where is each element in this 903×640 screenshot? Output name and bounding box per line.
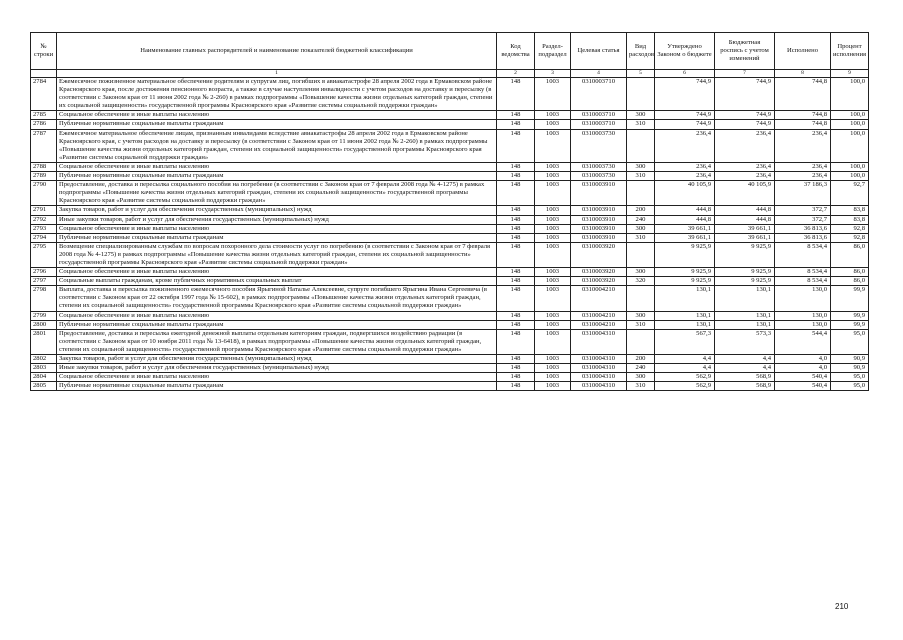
- header-percent: Процент исполнения: [831, 33, 869, 70]
- ministry-code: 148: [497, 268, 535, 277]
- target-item: 0310003910: [571, 224, 627, 233]
- budget-list-value: 744,9: [715, 111, 775, 120]
- percent-value: 100,0: [831, 120, 869, 129]
- section-code: 1003: [535, 373, 571, 382]
- budget-list-value: 236,4: [715, 172, 775, 181]
- row-name: Социальное обеспечение и иные выплаты населению: [57, 224, 497, 233]
- budget-list-value: 568,9: [715, 373, 775, 382]
- budget-list-value: 9 925,9: [715, 277, 775, 286]
- table-row: [31, 111, 869, 120]
- percent-value: 83,8: [831, 215, 869, 224]
- colnum: 4: [571, 70, 627, 78]
- executed-value: 37 186,3: [775, 181, 831, 206]
- colnum: 8: [775, 70, 831, 78]
- budget-list-value: 444,8: [715, 215, 775, 224]
- row-number: 2794: [31, 233, 57, 242]
- row-number: 2787: [31, 129, 57, 162]
- ministry-code: 148: [497, 311, 535, 320]
- table-row: [31, 311, 869, 320]
- section-code: 1003: [535, 364, 571, 373]
- budget-table: [30, 32, 869, 391]
- table-row: [31, 162, 869, 171]
- table-row: [31, 172, 869, 181]
- row-number: 2802: [31, 355, 57, 364]
- budget-list-value: 236,4: [715, 162, 775, 171]
- table-row: [31, 355, 869, 364]
- target-item: 0310003910: [571, 215, 627, 224]
- target-item: 0310003910: [571, 233, 627, 242]
- header-executed: Исполнено: [775, 33, 831, 70]
- percent-value: 92,8: [831, 224, 869, 233]
- header-section: Раздел-подраздел: [535, 33, 571, 70]
- target-item: 0310003710: [571, 120, 627, 129]
- target-item: 0310003920: [571, 277, 627, 286]
- percent-value: 100,0: [831, 172, 869, 181]
- executed-value: 130,0: [775, 286, 831, 311]
- table-row: [31, 329, 869, 354]
- expense-type: [627, 329, 655, 354]
- ministry-code: 148: [497, 172, 535, 181]
- row-number: 2797: [31, 277, 57, 286]
- section-code: 1003: [535, 129, 571, 162]
- expense-type: 300: [627, 311, 655, 320]
- percent-value: 100,0: [831, 129, 869, 162]
- percent-value: 95,0: [831, 329, 869, 354]
- ministry-code: 148: [497, 162, 535, 171]
- row-number: 2793: [31, 224, 57, 233]
- ministry-code: 148: [497, 277, 535, 286]
- target-item: 0310004210: [571, 320, 627, 329]
- approved-value: 562,9: [655, 382, 715, 391]
- approved-value: 39 661,1: [655, 224, 715, 233]
- row-name: Публичные нормативные социальные выплаты гражданам: [57, 120, 497, 129]
- executed-value: 8 534,4: [775, 277, 831, 286]
- budget-list-value: 568,9: [715, 382, 775, 391]
- target-item: 0310003730: [571, 162, 627, 171]
- row-name: Возмещение специализированным службам по вопросам похоронного дела стоимости услуг по погребению (в соответствии с Законом края от 7 февраля 2008 года № 4-1275) в рамках подпрограммы «Повышение качества жизни отдельных категорий граждан, степени их социальной защищенности» государственной программы Красноярского края «Развитие системы социальной поддержки граждан»: [57, 242, 497, 267]
- percent-value: 86,0: [831, 277, 869, 286]
- percent-value: 99,9: [831, 311, 869, 320]
- colnum: 1: [57, 70, 497, 78]
- expense-type: 240: [627, 364, 655, 373]
- executed-value: 8 534,4: [775, 268, 831, 277]
- section-code: 1003: [535, 355, 571, 364]
- ministry-code: 148: [497, 329, 535, 354]
- executed-value: 540,4: [775, 373, 831, 382]
- header-approved: Утверждено Законом о бюджете: [655, 33, 715, 70]
- row-number: 2785: [31, 111, 57, 120]
- expense-type: [627, 181, 655, 206]
- table-row: [31, 286, 869, 311]
- expense-type: [627, 78, 655, 111]
- ministry-code: 148: [497, 78, 535, 111]
- section-code: 1003: [535, 206, 571, 215]
- row-name: Закупка товаров, работ и услуг для обеспечения государственных (муниципальных) нужд: [57, 355, 497, 364]
- row-name: Закупка товаров, работ и услуг для обеспечения государственных (муниципальных) нужд: [57, 206, 497, 215]
- expense-type: [627, 286, 655, 311]
- percent-value: 100,0: [831, 162, 869, 171]
- ministry-code: 148: [497, 215, 535, 224]
- percent-value: 83,8: [831, 206, 869, 215]
- row-number: 2805: [31, 382, 57, 391]
- percent-value: 86,0: [831, 268, 869, 277]
- colnum: 3: [535, 70, 571, 78]
- ministry-code: 148: [497, 181, 535, 206]
- row-number: 2803: [31, 364, 57, 373]
- target-item: 0310004310: [571, 329, 627, 354]
- percent-value: 92,8: [831, 233, 869, 242]
- expense-type: 310: [627, 172, 655, 181]
- row-number: 2796: [31, 268, 57, 277]
- section-code: 1003: [535, 382, 571, 391]
- row-name: Социальное обеспечение и иные выплаты населению: [57, 268, 497, 277]
- ministry-code: 148: [497, 206, 535, 215]
- row-name: Социальное обеспечение и иные выплаты населению: [57, 111, 497, 120]
- executed-value: 236,4: [775, 172, 831, 181]
- budget-list-value: 39 661,1: [715, 224, 775, 233]
- column-number-row: [31, 70, 869, 78]
- executed-value: 236,4: [775, 129, 831, 162]
- approved-value: 40 105,9: [655, 181, 715, 206]
- target-item: 0310004310: [571, 355, 627, 364]
- approved-value: 744,9: [655, 111, 715, 120]
- percent-value: 86,0: [831, 242, 869, 267]
- section-code: 1003: [535, 162, 571, 171]
- table-header-row: [31, 33, 869, 70]
- section-code: 1003: [535, 215, 571, 224]
- row-number: 2792: [31, 215, 57, 224]
- row-name: Выплата, доставка и пересылка пожизненного ежемесячного пособия Ярыгиной Наталье Алексеевне, супруге погибшего Ярыгина Ивана Сергеевича (в соответствии с Законом края от 22 октября 1997 года № 15-602), в рамках подпрограммы «Повышение качества жизни отдельных категорий граждан, степени их социальной защищенности» государственной программы Красноярского края «Развитие системы социальной поддержки граждан»: [57, 286, 497, 311]
- section-code: 1003: [535, 111, 571, 120]
- row-number: 2790: [31, 181, 57, 206]
- expense-type: 240: [627, 215, 655, 224]
- colnum: 6: [655, 70, 715, 78]
- ministry-code: 148: [497, 120, 535, 129]
- expense-type: 310: [627, 382, 655, 391]
- target-item: 0310003730: [571, 172, 627, 181]
- target-item: 0310004310: [571, 373, 627, 382]
- table-row: [31, 373, 869, 382]
- ministry-code: 148: [497, 129, 535, 162]
- executed-value: 236,4: [775, 162, 831, 171]
- budget-list-value: 236,4: [715, 129, 775, 162]
- section-code: 1003: [535, 286, 571, 311]
- row-name: Ежемесячное пожизненное материальное обеспечение родителям и супругам лиц, погибших в авиакатастрофе 28 апреля 2002 года в Ермаковском районе Красноярского края, после достижения пенсионного возраста, а также в случае наступления инвалидности с учетом расходов на доставку и пересылку (в соответствии с Законом края от 11 июня 2002 года № 2-260) в рамках подпрограммы «Повышение качества жизни отдельных категорий граждан, степени их социальной защищенности» государственной программы Красноярского края «Развитие системы социальной поддержки граждан»: [57, 78, 497, 111]
- row-name: Предоставление, доставка и пересылка социального пособия на погребение (в соответствии с Законом края от 7 февраля 2008 года № 4-1275) в рамках подпрограммы «Повышение качества жизни отдельных категорий граждан, степени их социальной защищенности» государственной программы Красноярского края «Развитие системы социальной поддержки граждан»: [57, 181, 497, 206]
- row-number: 2801: [31, 329, 57, 354]
- approved-value: 236,4: [655, 162, 715, 171]
- ministry-code: 148: [497, 224, 535, 233]
- table-row: [31, 268, 869, 277]
- ministry-code: 148: [497, 373, 535, 382]
- row-number: 2795: [31, 242, 57, 267]
- ministry-code: 148: [497, 382, 535, 391]
- table-row: [31, 181, 869, 206]
- percent-value: 90,9: [831, 364, 869, 373]
- budget-list-value: 4,4: [715, 364, 775, 373]
- budget-list-value: 744,9: [715, 120, 775, 129]
- expense-type: [627, 242, 655, 267]
- executed-value: 8 534,4: [775, 242, 831, 267]
- table-row: [31, 382, 869, 391]
- budget-list-value: 130,1: [715, 286, 775, 311]
- colnum: 2: [497, 70, 535, 78]
- row-name: Публичные нормативные социальные выплаты гражданам: [57, 172, 497, 181]
- executed-value: 744,8: [775, 78, 831, 111]
- executed-value: 372,7: [775, 215, 831, 224]
- row-name: Публичные нормативные социальные выплаты гражданам: [57, 320, 497, 329]
- budget-list-value: 9 925,9: [715, 268, 775, 277]
- table-row: [31, 224, 869, 233]
- table-row: [31, 129, 869, 162]
- percent-value: 100,0: [831, 111, 869, 120]
- expense-type: 300: [627, 111, 655, 120]
- row-number: 2789: [31, 172, 57, 181]
- header-ministry-code: Код ведомства: [497, 33, 535, 70]
- table-body: [31, 78, 869, 391]
- approved-value: 9 925,9: [655, 242, 715, 267]
- budget-list-value: 130,1: [715, 320, 775, 329]
- section-code: 1003: [535, 329, 571, 354]
- expense-type: 320: [627, 277, 655, 286]
- section-code: 1003: [535, 181, 571, 206]
- row-number: 2786: [31, 120, 57, 129]
- section-code: 1003: [535, 320, 571, 329]
- budget-list-value: 130,1: [715, 311, 775, 320]
- executed-value: 744,8: [775, 120, 831, 129]
- executed-value: 130,0: [775, 311, 831, 320]
- budget-list-value: 4,4: [715, 355, 775, 364]
- approved-value: 236,4: [655, 129, 715, 162]
- header-row-no: № строки: [31, 33, 57, 70]
- executed-value: 540,4: [775, 382, 831, 391]
- target-item: 0310004210: [571, 286, 627, 311]
- expense-type: 300: [627, 224, 655, 233]
- row-name: Социальное обеспечение и иные выплаты населению: [57, 311, 497, 320]
- ministry-code: 148: [497, 286, 535, 311]
- section-code: 1003: [535, 242, 571, 267]
- expense-type: 300: [627, 268, 655, 277]
- header-target-item: Целевая статья: [571, 33, 627, 70]
- expense-type: [627, 129, 655, 162]
- table-row: [31, 78, 869, 111]
- percent-value: 95,0: [831, 373, 869, 382]
- approved-value: 236,4: [655, 172, 715, 181]
- budget-list-value: 9 925,9: [715, 242, 775, 267]
- approved-value: 39 661,1: [655, 233, 715, 242]
- target-item: 0310003910: [571, 206, 627, 215]
- expense-type: 310: [627, 120, 655, 129]
- budget-list-value: 40 105,9: [715, 181, 775, 206]
- table-row: [31, 206, 869, 215]
- approved-value: 562,9: [655, 373, 715, 382]
- percent-value: 100,0: [831, 78, 869, 111]
- approved-value: 130,1: [655, 320, 715, 329]
- executed-value: 4,0: [775, 355, 831, 364]
- percent-value: 99,9: [831, 320, 869, 329]
- colnum: [31, 70, 57, 78]
- row-name: Социальное обеспечение и иные выплаты населению: [57, 373, 497, 382]
- table-row: [31, 120, 869, 129]
- target-item: 0310003920: [571, 242, 627, 267]
- ministry-code: 148: [497, 233, 535, 242]
- table-row: [31, 364, 869, 373]
- executed-value: 4,0: [775, 364, 831, 373]
- colnum: 9: [831, 70, 869, 78]
- table-row: [31, 242, 869, 267]
- expense-type: 300: [627, 373, 655, 382]
- row-name: Иные закупки товаров, работ и услуг для обеспечения государственных (муниципальных) нужд: [57, 215, 497, 224]
- section-code: 1003: [535, 120, 571, 129]
- ministry-code: 148: [497, 242, 535, 267]
- section-code: 1003: [535, 78, 571, 111]
- header-budget-list: Бюджетная роспись с учетом изменений: [715, 33, 775, 70]
- colnum: 5: [627, 70, 655, 78]
- target-item: 0310003710: [571, 111, 627, 120]
- expense-type: 310: [627, 320, 655, 329]
- ministry-code: 148: [497, 320, 535, 329]
- row-number: 2799: [31, 311, 57, 320]
- colnum: 7: [715, 70, 775, 78]
- row-number: 2791: [31, 206, 57, 215]
- budget-list-value: 444,8: [715, 206, 775, 215]
- expense-type: 200: [627, 206, 655, 215]
- section-code: 1003: [535, 233, 571, 242]
- row-name: Публичные нормативные социальные выплаты гражданам: [57, 233, 497, 242]
- budget-list-value: 39 661,1: [715, 233, 775, 242]
- expense-type: 200: [627, 355, 655, 364]
- budget-table-sheet: [30, 32, 868, 391]
- approved-value: 9 925,9: [655, 277, 715, 286]
- executed-value: 544,4: [775, 329, 831, 354]
- target-item: 0310004210: [571, 311, 627, 320]
- table-row: [31, 233, 869, 242]
- percent-value: 95,0: [831, 382, 869, 391]
- table-row: [31, 320, 869, 329]
- target-item: 0310003920: [571, 268, 627, 277]
- executed-value: 36 813,6: [775, 233, 831, 242]
- row-name: Иные закупки товаров, работ и услуг для обеспечения государственных (муниципальных) нужд: [57, 364, 497, 373]
- approved-value: 567,3: [655, 329, 715, 354]
- row-number: 2784: [31, 78, 57, 111]
- executed-value: 36 813,6: [775, 224, 831, 233]
- ministry-code: 148: [497, 355, 535, 364]
- approved-value: 130,1: [655, 286, 715, 311]
- approved-value: 4,4: [655, 355, 715, 364]
- expense-type: 310: [627, 233, 655, 242]
- executed-value: 372,7: [775, 206, 831, 215]
- section-code: 1003: [535, 277, 571, 286]
- approved-value: 744,9: [655, 120, 715, 129]
- row-name: Социальные выплаты гражданам, кроме публичных нормативных социальных выплат: [57, 277, 497, 286]
- row-name: Ежемесячное материальное обеспечение лицам, признанным инвалидами вследствие авиакатастрофы 28 апреля 2002 года в Ермаковском районе Красноярского края, с учетом расходов на доставку и пересылку (в соответствии с Законом края от 11 июня 2002 года № 2-260) в рамках подпрограммы «Повышение качества жизни отдельных категорий граждан, степени их социальной защищенности» государственной программы Красноярского края «Развитие системы социальной поддержки граждан»: [57, 129, 497, 162]
- row-number: 2800: [31, 320, 57, 329]
- approved-value: 444,8: [655, 206, 715, 215]
- executed-value: 130,0: [775, 320, 831, 329]
- target-item: 0310004310: [571, 382, 627, 391]
- percent-value: 92,7: [831, 181, 869, 206]
- approved-value: 9 925,9: [655, 268, 715, 277]
- table-row: [31, 215, 869, 224]
- target-item: 0310003710: [571, 78, 627, 111]
- row-name: Публичные нормативные социальные выплаты гражданам: [57, 382, 497, 391]
- target-item: 0310004310: [571, 364, 627, 373]
- target-item: 0310003910: [571, 181, 627, 206]
- table-row: [31, 277, 869, 286]
- target-item: 0310003730: [571, 129, 627, 162]
- approved-value: 444,8: [655, 215, 715, 224]
- percent-value: 90,9: [831, 355, 869, 364]
- approved-value: 4,4: [655, 364, 715, 373]
- section-code: 1003: [535, 224, 571, 233]
- row-name: Предоставление, доставка и пересылка ежегодной денежной выплаты отдельным категориям граждан, подвергшихся воздействию радиации (в соответствии с Законом края от 10 ноября 2011 года № 13-6418), в рамках подпрограммы «Повышение качества жизни отдельных категорий граждан, степени их социальной защищенности» государственной программы Красноярского края «Развитие системы социальной поддержки граждан»: [57, 329, 497, 354]
- percent-value: 99,9: [831, 286, 869, 311]
- budget-list-value: 573,3: [715, 329, 775, 354]
- page-number: 210: [835, 602, 849, 611]
- header-name: Наименование главных распорядителей и наименование показателей бюджетной классификации: [57, 33, 497, 70]
- executed-value: 744,8: [775, 111, 831, 120]
- section-code: 1003: [535, 311, 571, 320]
- row-number: 2788: [31, 162, 57, 171]
- section-code: 1003: [535, 172, 571, 181]
- row-number: 2804: [31, 373, 57, 382]
- approved-value: 130,1: [655, 311, 715, 320]
- row-name: Социальное обеспечение и иные выплаты населению: [57, 162, 497, 171]
- ministry-code: 148: [497, 364, 535, 373]
- budget-list-value: 744,9: [715, 78, 775, 111]
- section-code: 1003: [535, 268, 571, 277]
- approved-value: 744,9: [655, 78, 715, 111]
- row-number: 2798: [31, 286, 57, 311]
- header-expense-type: Вид расходов: [627, 33, 655, 70]
- ministry-code: 148: [497, 111, 535, 120]
- expense-type: 300: [627, 162, 655, 171]
